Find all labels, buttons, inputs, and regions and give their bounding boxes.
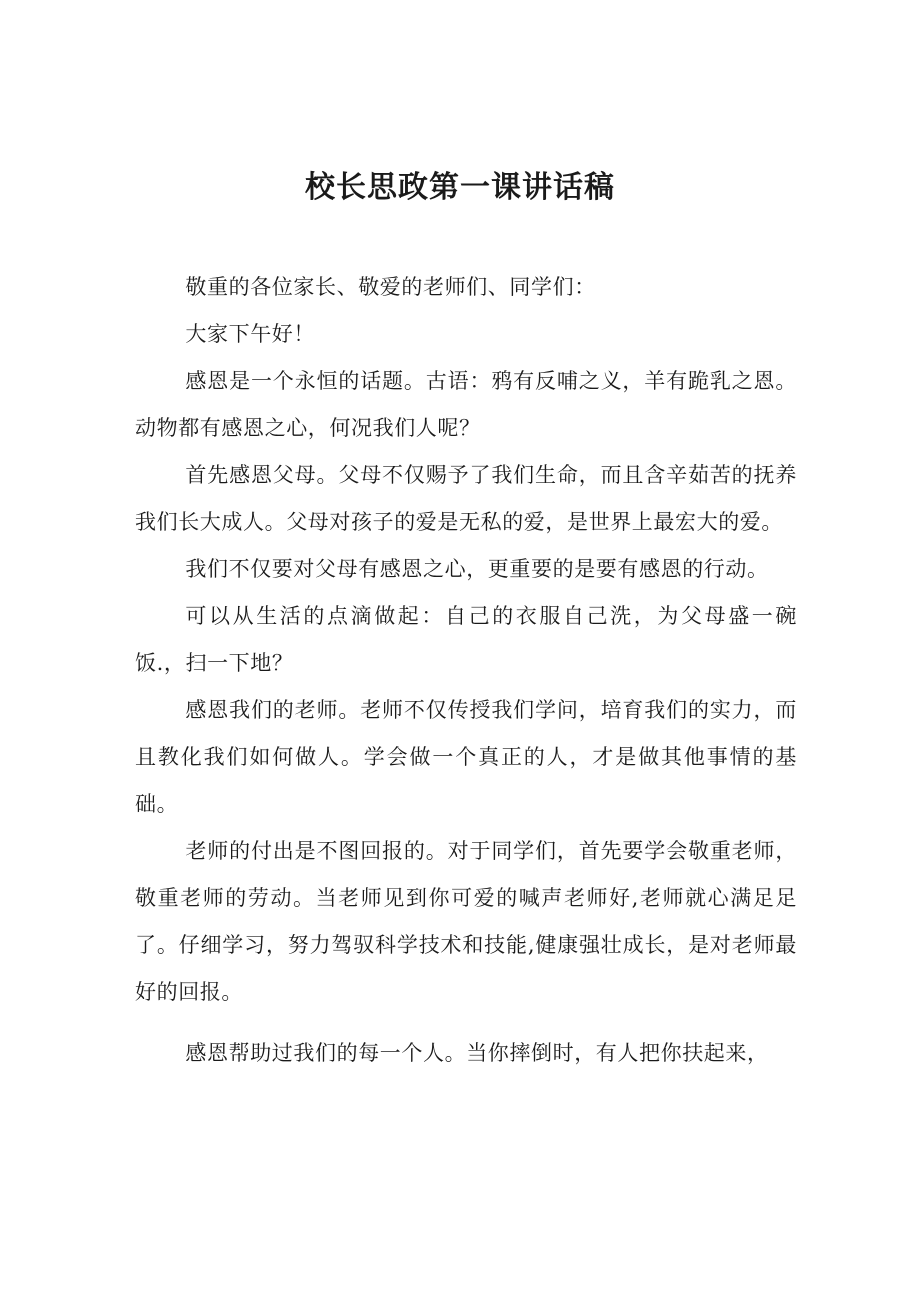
paragraph-teachers-return: 老师的付出是不图回报的。对于同学们，首先要学会敬重老师，敬重老师的劳动。当老师见到你可爱的喊声老师好,老师就心满足足了。仔细学习，努力驾驭科学技术和技能,健康强壮成长，是对老师最好的回报。 <box>135 839 797 1004</box>
paragraph-greeting: 敬重的各位家长、敬爱的老师们、同学们： <box>185 275 596 299</box>
document-body <box>135 264 797 1077</box>
paragraph-daily-life: 可以从生活的点滴做起：自己的衣服自己洗，为父母盛一碗饭.，扫一下地？ <box>135 604 797 675</box>
paragraph-parents-action: 我们不仅要对父母有感恩之心，更重要的是要有感恩的行动。 <box>185 557 769 581</box>
paragraph-gratitude-intro: 感恩是一个永恒的话题。古语：鸦有反哺之义，羊有跪乳之恩。动物都有感恩之心，何况我们人呢？ <box>135 369 797 440</box>
document-title: 校长思政第一课讲话稿 <box>305 170 615 205</box>
paragraph-helpers: 感恩帮助过我们的每一个人。当你摔倒时，有人把你扶起来， <box>185 1041 769 1065</box>
paragraph-teachers: 感恩我们的老师。老师不仅传授我们学问，培育我们的实力，而且教化我们如何做人。学会做一个真正的人，才是做其他事情的基础。 <box>135 698 797 816</box>
paragraph-hello: 大家下午好！ <box>185 322 315 346</box>
paragraph-parents: 首先感恩父母。父母不仅赐予了我们生命，而且含辛茹苦的抚养我们长大成人。父母对孩子的爱是无私的爱，是世界上最宏大的爱。 <box>135 463 797 534</box>
